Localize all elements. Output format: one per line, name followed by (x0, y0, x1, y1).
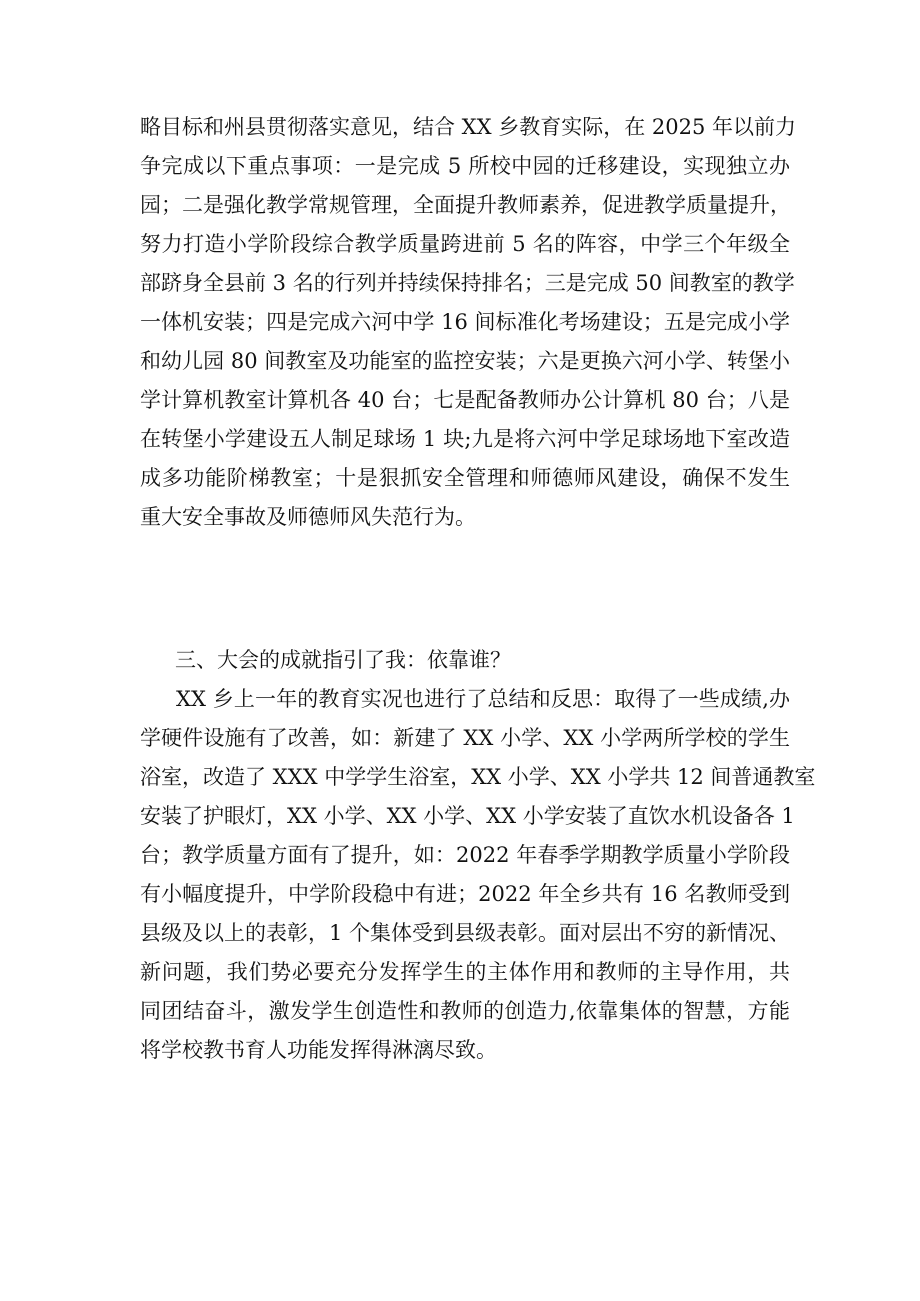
text-line: XX 乡上一年的教育实况也进行了总结和反思：取得了一些成绩,办 (176, 687, 790, 711)
paragraph-strategic-goals (140, 108, 797, 537)
text-line: 努力打造小学阶段综合教学质量跨进前 5 名的阵容，中学三个年级全 (140, 232, 790, 256)
text-line: 安装了护眼灯，XX 小学、XX 小学、XX 小学安装了直饮水机设备各 1 (140, 804, 795, 828)
text-line: 重大安全事故及师德师风失范行为。 (140, 505, 476, 529)
text-line: 有小幅度提升，中学阶段稳中有进；2022 年全乡共有 16 名教师受到 (140, 882, 790, 906)
text-line: 学计算机教室计算机各 40 台；七是配备教师办公计算机 80 台；八是 (140, 388, 790, 412)
text-line: 一体机安装；四是完成六河中学 16 间标准化考场建设；五是完成小学 (140, 310, 790, 334)
heading-text: 三、大会的成就指引了我：依靠谁？ (175, 648, 511, 672)
text-line: 同团结奋斗，激发学生创造性和教师的创造力,依靠集体的智慧，方能 (140, 999, 790, 1023)
text-line: 和幼儿园 80 间教室及功能室的监控安装；六是更换六河小学、转堡小 (140, 349, 790, 373)
text-line: 园；二是强化教学常规管理，全面提升教师素养，促进教学质量提升， (140, 193, 791, 217)
text-line: 学硬件设施有了改善，如：新建了 XX 小学、XX 小学两所学校的学生 (140, 726, 790, 750)
text-line: 浴室，改造了 XXX 中学学生浴室，XX 小学、XX 小学共 12 间普通教室 (140, 765, 816, 789)
text-line: 台；教学质量方面有了提升，如：2022 年春季学期教学质量小学阶段 (140, 843, 790, 867)
text-line: 争完成以下重点事项：一是完成 5 所校中园的迁移建设，实现独立办 (140, 154, 790, 178)
text-line: 部跻身全县前 3 名的行列并持续保持排名；三是完成 50 间教室的教学 (140, 271, 795, 295)
section-heading (175, 641, 775, 680)
text-line: 县级及以上的表彰，1 个集体受到县级表彰。面对层出不穷的新情况、 (140, 921, 791, 945)
text-line: 在转堡小学建设五人制足球场 1 块;九是将六河中学足球场地下室改造 (140, 427, 790, 451)
text-line: 略目标和州县贯彻落实意见，结合 XX 乡教育实际，在 2025 年以前力 (140, 115, 797, 139)
text-line: 成多功能阶梯教室；十是狠抓安全管理和师德师风建设，确保不发生 (140, 466, 790, 490)
text-line: 将学校教书育人功能发挥得淋漓尽致。 (140, 1038, 497, 1062)
paragraph-review-summary (140, 680, 816, 1070)
text-line: 新问题，我们势必要充分发挥学生的主体作用和教师的主导作用，共 (140, 960, 790, 984)
